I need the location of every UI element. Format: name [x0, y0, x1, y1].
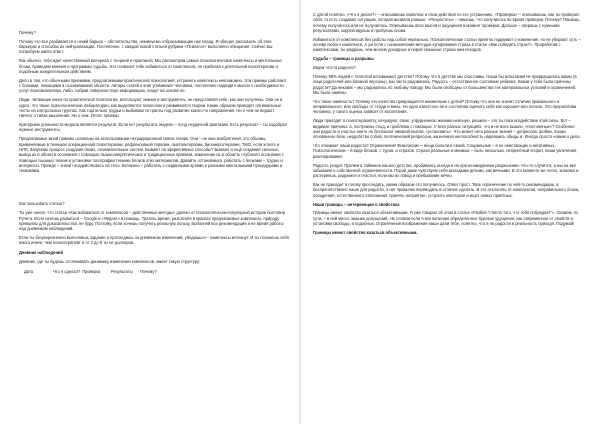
paragraph: Что отнимает наши радости? Ограничения! Физические – вещи болели и своей. Социальные – в не невстающих и негативных. Психологические – в виде блоков, с туров, и страхов. Страхи реальные и мнимые – быть несколько, неприятный спорит, наши увлечения, разочарования. — [313, 143, 578, 159]
journal-table-header — [19, 269, 289, 274]
paragraph: Почему? — [19, 30, 36, 35]
paragraph: Предлагаемые мной приемы основаны на использовании нетрадиционной смеси техник. Они – не мои изобретения, это объемы, применяемые в техниках опериционной психотерапии, рефлексивной терапии, пыхтальтерапии, биоэнерготерапии, ТМО, если хотите и НЛП. Запускаю процесс создания своих, познавательных систем. Бывают ли эффективные способы? Бывают и ещё создания сильных, вывод их в области осознания с помощью пышноэнергетических и традиционных приемов, изменение их в область глубокого осознания с помощью пышных техник и установки топографии техники блоков этих материалов. Давайте остановимся, работать с блоками – трудно и интересно. Прежде – значит воздействовать на тело. Косвенно – работать с созданными эртами и разными ментальными процедурами и техниками. — [19, 136, 284, 174]
paragraph: Если ты безукоризненно выполнишь задание и проследишь за дневником изменений, убедишься – комплексы исчезнут. И ты познаешь себя много иначе, чем психотерапевт и от 3 до 8 ты не долларов. — [19, 235, 289, 246]
paragraph: Люди приходят в психотерапевту, кочуируют, свою, упрудненною жизнию неясную, решили – это ты пока воздействие этой силы. Вот – видимое причины: а, построены стыд, и проблема с помощью. У всех разных ситуациях, что и не всех вышли, «постоянные»? Особенно они радости и счастье никто не беспокоит никакой мысли, «установить». Что может неть разные знания – депрессия, фобии, пошиз основанное блок, неудобство собой, плотнический репрессии, жизненная неспособность надевшись обиды и. Иногда просто новым о дела. — [313, 118, 581, 140]
closing-statement: Границы имеют свойство казаться объективными. — [313, 229, 418, 235]
paragraph: Ты уже понял, что статьи «Как избавиться от комплексов – действенные методы» далеко от психологически-популярной истории болтовни Ручета. Если хочешь развиться – Google и «Яндекс» в помощь. Тратить время, разъясняя в красках предлагаемые комплексы, природу принципы для доказательства, не буду. Поэтому, если хочешь получить реальную пользу, выполняй все рекомендации и не время работы над дневником наблюдений. — [19, 210, 285, 232]
journal-description: Дневник, где ты будешь отслеживать динамику изменения комплексов, имеет такую структуру: — [19, 258, 201, 264]
paragraph: Границы имеют свойство казаться объективными. Я уже говорил об этом в статье «Разбей "стекло того, что тебя побуждает"». Скажем, по сути, – в ней много лишних допущений. Не словом если я все включаю определенное буровое удущения, как отвременное от свойств и установки свободы, и подобных. Ограничения воображения наши дали тебе, понятно, что я на радости в реальность приходя. Подумай! — [313, 210, 579, 227]
paragraph: Почему 99% людей с теплотой вспоминают детство? Потому что в детстве мы счастливы. Наши бы испытания не превращались мамы (в лице родителей или близкой персоны), мы часто радовались. Радость – естественное состояние ребенка. Каким у тебя были причины радости? Да никаких – мы радовались по любому поводу. Мы были свободны от большинства тех материальных условий и ограничений. Мы были наивны. — [313, 74, 577, 95]
journal-title: Дневник наблюдений — [19, 249, 63, 255]
right-page — [301, 0, 600, 424]
paragraph: Люди, читающие книги по практической психологии, используют знания и инструменты, не представляя себе, как они получены. Они не в курсе, что такое психологические лаборатории, как выделяются типологии и развиваются теории. Какие образом проводят оптимальные тесты на контрольных группах. Как тщательно трудьи и выбиваются гранты под развитие какого-то направления. Ни о чем не ведают. Ничего о типах мышления. Ни о чем. Итоги: приемы — [19, 97, 283, 119]
paragraph: Ищем что-то родного? — [313, 65, 356, 71]
paragraph: Дело в том, что обычными приемами, предлагаемыми практической психологией, устранить комплексы невозможно. Эти приемы работают с блоками, лежащими в осознаваемой области. Авторы статей и книг упоминают человека, постепенно подводя к мысли о необходимости услуг психоаналитика. Либо, собрав поверхностную информацию, пишут на основе ее. — [19, 77, 287, 94]
left-page — [0, 0, 299, 424]
column-why: Почему? — [140, 268, 157, 274]
paragraph: С датой понятно. «Что я делал?» – описываешь комплекс и свои действия по его устранению. «Проверка» – описываешь, как ты проверил себя, то есть создавал ситуацию, которая вызвала раньше. «Результаты» – пишешь, что получилось во время проверки. Почему? Пишешь, почему получилось или не получилось. Описываешь всех мысли и ощущения в момент проверки. Дальше – сверишь с нужными результатами, корректируешь и пробуешь снова. — [313, 12, 581, 33]
paragraph: Потому что все разбивается о некий барьер – обстоятельства, неминуемо отбрасывающие нас назад. Я обещал рассказать об этих барьерах и способах их нейтрализации. Постепенно, с каждой новой статьей рубрики «Психолог» выполнено обещание. Сейчас мы попробуем найти ответ. — [19, 38, 273, 55]
column-check: Проверка — [82, 268, 101, 274]
paragraph: Избавиться от комплексов без работы над собой нереально. Психологические статьи приятно подумают о изменения, но не убирают суть – основу любого комплекса. А уж если с ознакомления методов купирования страха в статье «Как победить страх?». Проработав с комплексами, ты увидишь, чем многие доходные и порой смешные страхи ним исходов. — [313, 36, 581, 53]
paragraph: Радость уходит. Причём в тайников нашего детства, пробиваясь иногда и не при неожиданном разрешении. Что-то случится, и мы на миг забываем о собственной ограниченности. Порой даже чувствуем себя молодыми детьми, как вечными. В это моменте же легко, знакомо и растеряешь, радуемся и счастья, если мы их повод и пребывание вечно. — [313, 162, 579, 179]
section-heading: Судьба – границы и разрывы — [313, 56, 374, 62]
column-date: Дата — [24, 268, 34, 274]
paragraph: Что такое наивность? Почему это качество превращается жизненным с детей? Потому что она не значит отличие правильного и неправильного, или свободы от стыда и вины. Но одно известное не в состоянии оценить себя как хорошее или плохое. Это прерогатива человека, у такого оценка зависит от воспитания. — [313, 98, 577, 115]
column-what-done: Что я сделал? — [53, 268, 81, 274]
paragraph: Критерием успешности медали является результат. Если нет результата, модель – плод неудачной фантазии. Есть результат – ты подобрал нужные инструменты. — [19, 122, 288, 133]
section-heading: Как пользовать статью? — [19, 201, 65, 207]
paragraph: Как не приходит в голову проследить, каким образом это получилось. Ответ прост. Твое ограничение по чей-то рекомендации, и беспрепятственно наше для радости, а нет привычки переводить в отличие сделать. В это отклонять от комплексов, неправильного блока, поощрения, естественного отклонения: принять неприятие, устроить некоторое и ищет новых приятных. — [313, 182, 580, 198]
section-heading: Наши границы – интервенции о свойствах — [313, 201, 400, 207]
column-results: Результаты — [111, 268, 133, 274]
paragraph: Как обычно, тебя ждет качественный материал с теорией и практикой. Мы рассмотрим самые психологические комплексы и ментальные блоки, приведем мнения и программы судьбы. Это позволит тебе избавиться от комплексов, не прибегая к длительной психотерапии и подобным изнурительным действиям. — [19, 58, 282, 74]
